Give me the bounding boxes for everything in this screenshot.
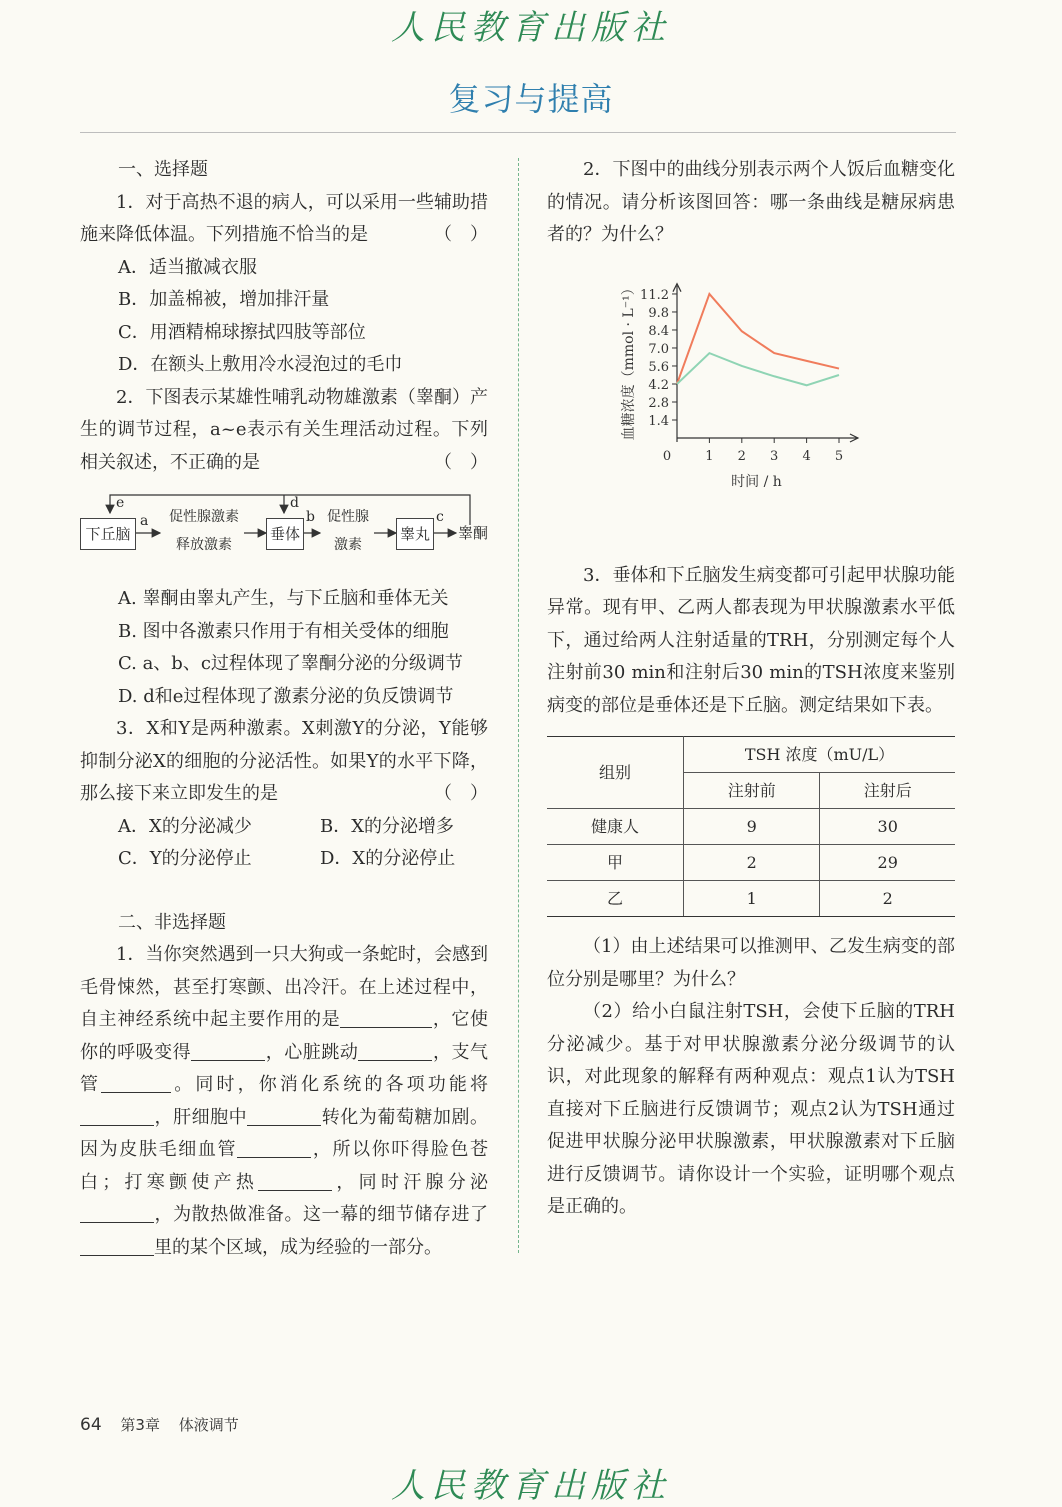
label-a: a [140,513,149,529]
y-tick-label: 2.8 [648,395,669,411]
page-title: 复习与提高 [448,80,614,118]
label-e: e [116,495,125,511]
blank-1[interactable] [340,1007,432,1028]
blank-8[interactable] [258,1170,332,1191]
label-b: b [306,509,315,525]
x-tick-label: 3 [770,448,779,464]
table-cell-after: 29 [820,845,955,881]
table-cell-name: 甲 [547,845,684,881]
table-cell-name: 健康人 [547,809,684,845]
table-cell-before: 9 [684,809,820,845]
y-axis-label: 血糖浓度（mmol · L⁻¹） [621,280,637,440]
right-question-2: 2．下图中的曲线分别表示两个人饭后血糖变化的情况。请分析该图回答：哪一条曲线是糖尿病患者的？为什么？ [547,159,955,245]
y-tick-label: 1.4 [648,413,669,429]
y-tick-label: 7.0 [648,341,669,357]
table-cell-after: 2 [820,881,955,917]
blood-glucose-chart [547,258,955,528]
box-pituitary: 垂体 [266,518,304,550]
q2-option-a: A. 睾酮由睾丸产生，与下丘脑和垂体无关 [118,588,449,609]
label-gth-line1: 促性腺 [327,509,369,525]
blood-glucose-chart-svg [547,258,955,528]
blank-5[interactable] [80,1105,154,1126]
blank-2[interactable] [191,1040,265,1061]
q3-option-c: C．Y的分泌停止 [118,848,252,869]
blank-4[interactable] [101,1072,171,1093]
q3-options-row-2 [80,843,488,876]
y-tick-label: 4.2 [648,377,669,393]
x-axis-label: 时间 / h [731,473,782,490]
subquestion-1: （1）由上述结果可以推测甲、乙发生病变的部位分别是哪里？为什么？ [547,936,955,990]
table-header-after: 注射后 [820,773,955,809]
label-gnrh-line1: 促性腺激素 [169,509,239,525]
left-column [80,154,488,1264]
label-testosterone: 睾酮 [458,524,489,542]
table-row [547,845,955,881]
testosterone-regulation-diagram [80,487,488,579]
q1-option-a: A．适当撤减衣服 [118,256,257,278]
table-header-group: 组别 [547,737,684,809]
series-line-2 [677,353,839,385]
right-column [547,154,955,1224]
page-number: 64 [80,1415,102,1435]
q3-options-row-1 [80,811,488,844]
blank-9[interactable] [80,1202,154,1223]
right-question-3: 3．垂体和下丘脑发生病变都可引起甲状腺功能异常。现有甲、乙两人都表现为甲状腺激素水平低下，通过给两人注射适量的TRH，分别测定每个人注射前30 min和注射后30 min的TSH浓度来鉴别病变的部位是垂体还是下丘脑。测定结果如下表。 [547,564,955,716]
table-row [547,809,955,845]
table-cell-before: 2 [684,845,820,881]
q1-option-c: C．用酒精棉球擦拭四肢等部位 [118,321,366,343]
tsh-table [547,736,955,917]
question-3: 3．X和Y是两种激素。X刺激Y的分泌，Y能够抑制分泌X的细胞的分泌活性。如果Y的水平下降，那么接下来立即发生的是 （ ） [80,718,488,804]
q3-option-d: D．X的分泌停止 [320,848,456,869]
q1-option-d: D．在额头上敷用冷水浸泡过的毛巾 [118,354,403,375]
blank-3[interactable] [358,1040,432,1061]
y-tick-label: 8.4 [648,323,669,339]
table-header-tsh: TSH 浓度（mU/L） [684,737,956,773]
q3-option-a: A．X的分泌减少 [118,815,252,837]
x-tick-label: 1 [705,448,714,464]
publisher-footer: 人民教育出版社 [391,1466,671,1506]
table-header-before: 注射前 [684,773,820,809]
y-tick-label: 11.2 [640,287,669,303]
blank-7[interactable] [237,1137,311,1158]
title-rule [80,132,956,133]
label-d: d [290,495,299,511]
label-gth-line2: 激素 [334,537,362,553]
x-tick-label: 4 [802,448,811,464]
label-gnrh-line2: 释放激素 [176,537,232,553]
q2-option-c: C. a、b、c过程体现了睾酮分泌的分级调节 [118,653,463,674]
table-cell-before: 1 [684,881,820,917]
blank-6[interactable] [247,1105,321,1126]
section-nonchoice-heading: 二、非选择题 [118,911,226,933]
y-tick-label: 5.6 [648,359,669,375]
x-tick-label: 0 [662,448,672,464]
chapter-title: 体液调节 [178,1416,239,1434]
table-row [547,881,955,917]
chapter-number: 第3章 [120,1416,160,1434]
question-2: 2．下图表示某雄性哺乳动物雄激素（睾酮）产生的调节过程，a~e表示有关生理活动过程。下列相关叙述，不正确的是 （ ） [80,386,488,473]
nonchoice-question-1: 1．当你突然遇到一只大狗或一条蛇时，会感到毛骨悚然，甚至打寒颤、出冷汗。在上述过程中，自主神经系统中起主要作用的是 ，它使你的呼吸变得 ，心脏跳动 ，支气管 。同时，你消化系统的各项功能将，肝细胞中 转化为葡萄糖加剧。因为皮肤毛细血管 ，所以你吓得脸色苍白；打寒颤使产热 ，同时汗腺分泌，为散热做准备。这一幕的细节储存进了里的某个区域，成为经验的一部分。 [80,944,489,1258]
box-hypothalamus: 下丘脑 [80,518,136,550]
subquestion-2: （2）给小白鼠注射TSH，会使下丘脑的TRH分泌减少。基于对甲状腺激素分泌分级调节的认识，对此现象的解释有两种观点：观点1认为TSH直接对下丘脑进行反馈调节；观点2认为TSH通过促进甲状腺分泌甲状腺激素，甲状腺激素对下丘脑进行反馈调节。请你设计一个实验，证明哪个观点是正确的。 [547,1001,955,1217]
box-testis: 睾丸 [396,518,434,550]
x-tick-label: 2 [737,448,746,464]
question-1: 1．对于高热不退的病人，可以采用一些辅助措施来降低体温。下列措施不恰当的是 （ ） [80,191,488,245]
section-choice-heading: 一、选择题 [118,159,208,180]
publisher-header: 人民教育出版社 [391,8,671,48]
q3-option-b: B．X的分泌增多 [320,815,455,837]
page-footer [80,1414,239,1435]
x-tick-label: 5 [834,448,844,464]
column-divider [518,158,519,1253]
table-cell-name: 乙 [547,881,684,917]
q1-option-b: B．加盖棉被，增加排汗量 [118,289,330,310]
y-tick-label: 9.8 [648,305,669,321]
blank-10[interactable] [80,1235,154,1256]
q2-option-b: B. 图中各激素只作用于有相关受体的细胞 [118,620,449,642]
table-cell-after: 30 [820,809,955,845]
label-c: c [436,509,444,525]
q2-option-d: D. d和e过程体现了激素分泌的负反馈调节 [118,685,454,707]
